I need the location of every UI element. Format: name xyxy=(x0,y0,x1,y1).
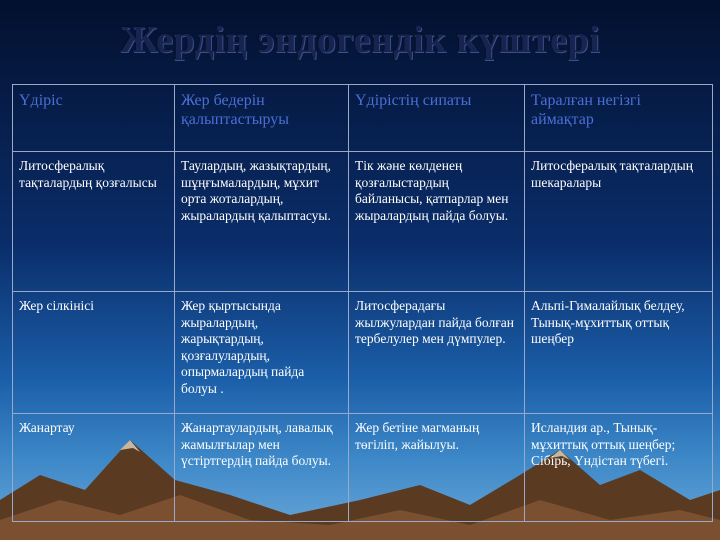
header-cell: Таралған негізгі аймақтар xyxy=(525,85,713,152)
table-cell: Жер сілкінісі xyxy=(13,292,175,414)
table-cell: Литосфералық тақталардың қозғалысы xyxy=(13,152,175,292)
header-cell: Үдірістің сипаты xyxy=(349,85,525,152)
table-row xyxy=(13,414,713,522)
header-cell: Жер бедерін қалыптастыруы xyxy=(175,85,349,152)
table-cell: Тік және көлденең қозғалыстардың байланысы, қатпарлар мен жыралардың пайда болуы. xyxy=(349,152,525,292)
table-cell: Исландия ар., Тынық-мұхиттық оттық шеңбер; Сібірь, Үндістан түбегі. xyxy=(525,414,713,522)
table-cell: Жер қыртысында жыралардың, жарықтардың, қозғалулардың, опырмалардың пайда болуы . xyxy=(175,292,349,414)
table-cell: Альпі-Гималайлық белдеу, Тынық-мұхиттық оттық шеңбер xyxy=(525,292,713,414)
table-cell: Жанартау xyxy=(13,414,175,522)
table-header-row xyxy=(13,85,713,152)
table-row xyxy=(13,152,713,292)
table-cell: Жанартаулардың, лавалық жамылғылар мен үстіртгердің пайда болуы. xyxy=(175,414,349,522)
table-row xyxy=(13,292,713,414)
table-cell: Литосфералық тақталардың шекаралары xyxy=(525,152,713,292)
header-cell: Үдіріс xyxy=(13,85,175,152)
table-cell: Литосферадағы жылжулардан пайда болған тербелулер мен дүмпулер. xyxy=(349,292,525,414)
page-title: Жердің эндогендік күштері xyxy=(119,19,601,61)
processes-table xyxy=(12,84,713,522)
table-cell: Жер бетіне магманың төгіліп, жайылуы. xyxy=(349,414,525,522)
table-cell: Таулардың, жазықтардың, шұңғымалардың, мұхит орта жоталардың, жыралардың қалыптасуы. xyxy=(175,152,349,292)
